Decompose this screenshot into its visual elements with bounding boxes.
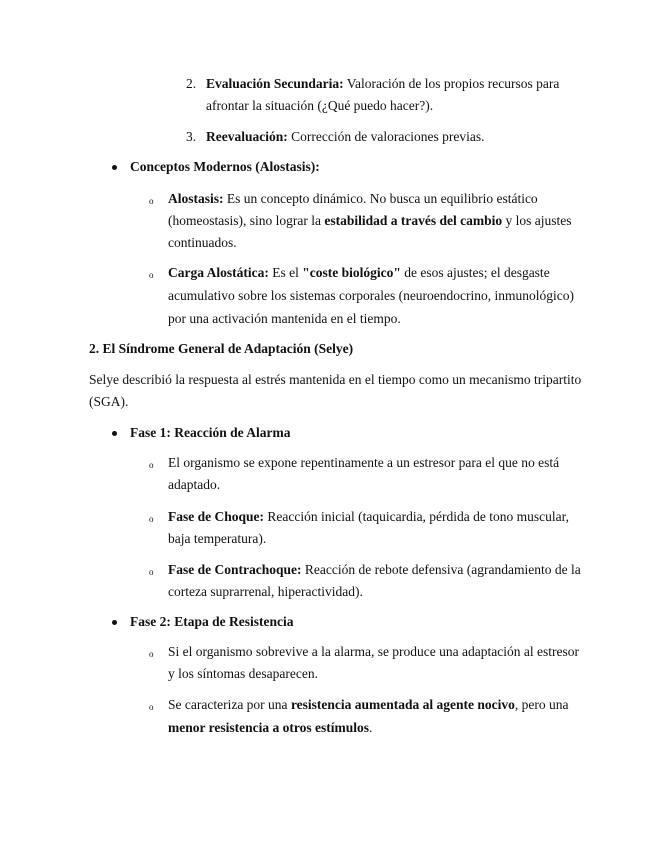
text-run: . bbox=[368, 720, 373, 735]
paragraph-text: Selye describió la respuesta al estrés mantenida en el tiempo como un mecanismo tripartito bbox=[89, 372, 582, 387]
list-item-resistance bbox=[168, 696, 569, 714]
text-run: Reacción inicial (taquicardia, pérdida de tono muscular, bbox=[264, 509, 569, 524]
heading-text: Conceptos Modernos (Alostasis): bbox=[130, 159, 320, 174]
list-item-text: El organismo se expone repentinamente a un estresor para el que no está bbox=[168, 455, 560, 470]
list-number: 3. bbox=[186, 129, 197, 144]
circle-bullet-icon: o bbox=[149, 702, 154, 712]
list-item-text: continuados. bbox=[168, 235, 237, 250]
heading-text: Fase 1: Reacción de Alarma bbox=[130, 425, 291, 440]
text-run: de esos ajustes; el desgaste bbox=[400, 265, 550, 280]
list-item-text: por una activación mantenida en el tiempo. bbox=[168, 311, 401, 326]
text-run: Es el bbox=[268, 265, 303, 280]
list-item-text: afrontar la situación (¿Qué puedo hacer?). bbox=[206, 98, 434, 113]
emphasis-text: "coste biológico" bbox=[302, 265, 401, 280]
text-run: y los ajustes bbox=[502, 213, 572, 228]
text-run: (homeostasis), sino lograr la bbox=[168, 213, 325, 228]
phase-heading bbox=[130, 613, 293, 631]
phase-heading bbox=[130, 424, 290, 442]
list-item-shock-phase bbox=[168, 508, 569, 526]
list-item-text: Valoración de los propios recursos para bbox=[343, 76, 560, 91]
text-run: Se caracteriza por una bbox=[168, 697, 291, 712]
list-item-reevaluation bbox=[206, 128, 485, 146]
text-run: , pero una bbox=[514, 697, 569, 712]
list-item-allostatic-load bbox=[168, 264, 550, 282]
list-item-text: Corrección de valoraciones previas. bbox=[287, 129, 485, 144]
bullet-icon bbox=[112, 431, 117, 436]
emphasis-text: menor resistencia a otros estímulos bbox=[168, 720, 369, 735]
list-item-text: corteza suprarrenal, hiperactividad). bbox=[168, 584, 363, 599]
circle-bullet-icon: o bbox=[149, 514, 154, 524]
list-number: 2. bbox=[186, 76, 197, 91]
term-label: Carga Alostática: bbox=[168, 265, 269, 280]
list-item-text: y los síntomas desaparecen. bbox=[168, 666, 318, 681]
emphasis-text: resistencia aumentada al agente nocivo bbox=[290, 697, 515, 712]
term-label: Alostasis: bbox=[168, 191, 224, 206]
emphasis-text: estabilidad a través del cambio bbox=[324, 213, 503, 228]
section-heading bbox=[89, 340, 353, 358]
heading-text: 2. El Síndrome General de Adaptación (Selye) bbox=[89, 341, 354, 356]
term-label: Evaluación Secundaria: bbox=[206, 76, 344, 91]
list-item-text: adaptado. bbox=[168, 477, 221, 492]
section-heading bbox=[130, 158, 320, 176]
circle-bullet-icon: o bbox=[149, 270, 154, 280]
list-item-text: acumulativo sobre los sistemas corporales (neuroendocrino, inmunológico) bbox=[168, 288, 575, 303]
circle-bullet-icon: o bbox=[149, 196, 154, 206]
bullet-icon bbox=[112, 620, 117, 625]
list-item-text bbox=[168, 212, 571, 230]
term-label: Fase de Contrachoque: bbox=[168, 562, 302, 577]
bullet-icon bbox=[112, 165, 117, 170]
circle-bullet-icon: o bbox=[149, 567, 154, 577]
list-item-text: baja temperatura). bbox=[168, 531, 267, 546]
list-item-alostasis bbox=[168, 190, 538, 208]
text-run: Reacción de rebote defensiva (agrandamiento de la bbox=[301, 562, 581, 577]
paragraph-text: (SGA). bbox=[89, 394, 129, 409]
circle-bullet-icon: o bbox=[149, 649, 154, 659]
list-item-countershock-phase bbox=[168, 561, 581, 579]
term-label: Reevaluación: bbox=[206, 129, 288, 144]
circle-bullet-icon: o bbox=[149, 460, 154, 470]
list-item-text bbox=[168, 719, 372, 737]
heading-text: Fase 2: Etapa de Resistencia bbox=[130, 614, 294, 629]
term-label: Fase de Choque: bbox=[168, 509, 265, 524]
list-item-secondary-evaluation bbox=[206, 75, 559, 93]
list-item-text: Si el organismo sobrevive a la alarma, se produce una adaptación al estresor bbox=[168, 644, 579, 659]
list-item-text: Es un concepto dinámico. No busca un equilibrio estático bbox=[223, 191, 538, 206]
